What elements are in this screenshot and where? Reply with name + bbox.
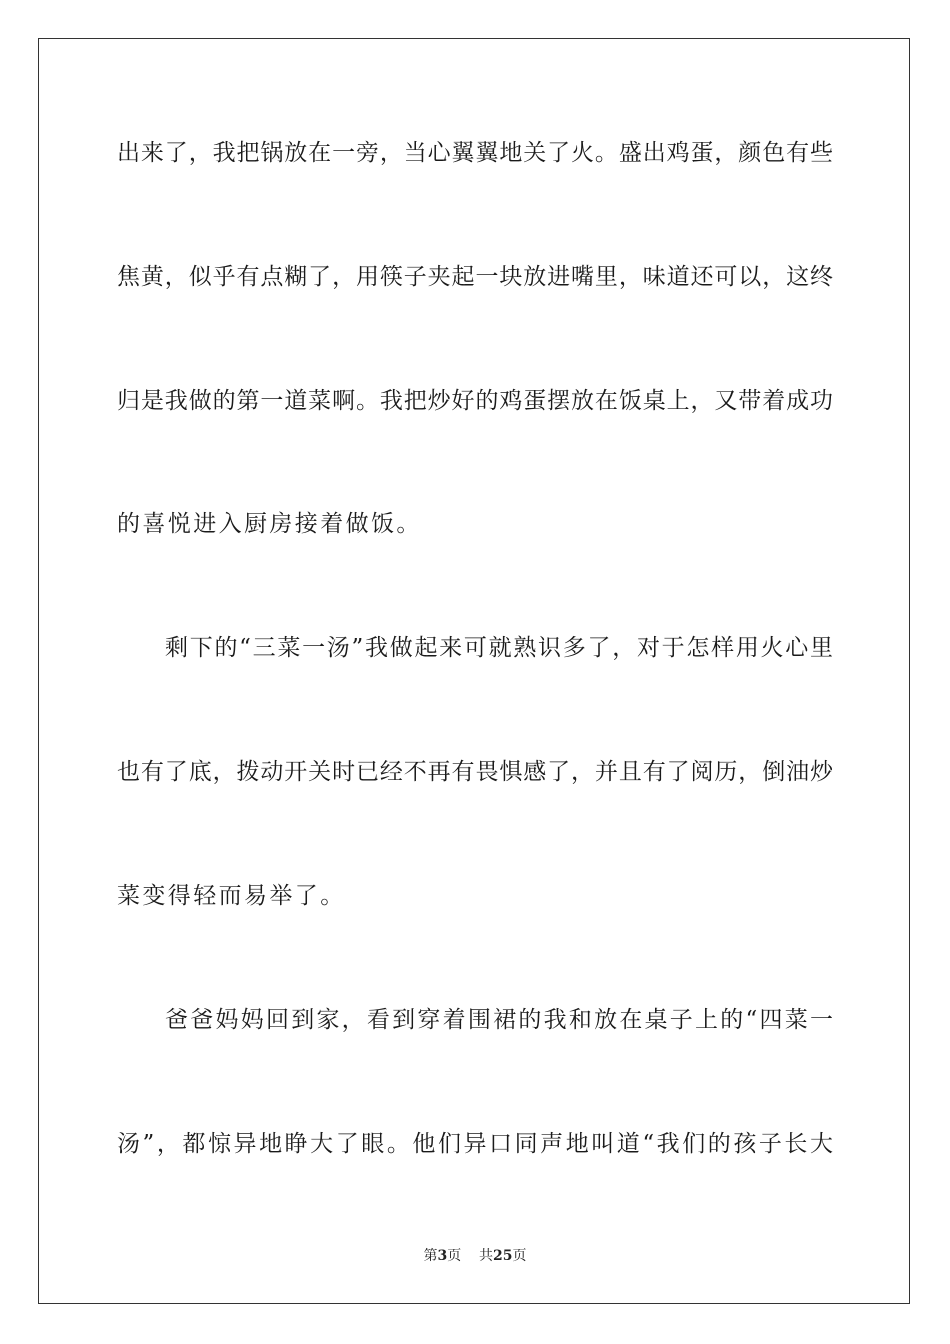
- footer-page-suffix: 页: [447, 1248, 462, 1264]
- page-border: [38, 38, 910, 1304]
- footer-total-prefix: 共: [479, 1248, 494, 1264]
- text-line-8: 爸爸妈妈回到家，看到穿着围裙的我和放在桌子上的“四菜一: [165, 1007, 833, 1033]
- text-line-5: 剩下的“三菜一汤”我做起来可就熟识多了，对于怎样用火心里: [165, 635, 833, 661]
- text-line-3: 归是我做的第一道菜啊。我把炒好的鸡蛋摆放在饭桌上，又带着成功: [117, 388, 833, 414]
- footer-total-suffix: 页: [512, 1248, 527, 1264]
- page-footer: [0, 1247, 950, 1265]
- text-line-2: 焦黄，似乎有点糊了，用筷子夹起一块放进嘴里，味道还可以，这终: [117, 264, 833, 290]
- text-line-1: 出来了，我把锅放在一旁，当心翼翼地关了火。盛出鸡蛋，颜色有些: [117, 140, 833, 166]
- text-line-6: 也有了底，拨动开关时已经不再有畏惧感了，并且有了阅历，倒油炒: [117, 759, 833, 785]
- footer-prefix: 第: [423, 1248, 438, 1264]
- text-line-7: 菜变得轻而易举了。: [117, 883, 346, 909]
- text-line-4: 的喜悦进入厨房接着做饭。: [117, 511, 422, 537]
- footer-page-number: 3: [437, 1248, 448, 1264]
- text-line-9: 汤”，都惊异地睁大了眼。他们异口同声地叫道“我们的孩子长大: [117, 1131, 833, 1157]
- footer-total-pages: 25: [493, 1248, 513, 1264]
